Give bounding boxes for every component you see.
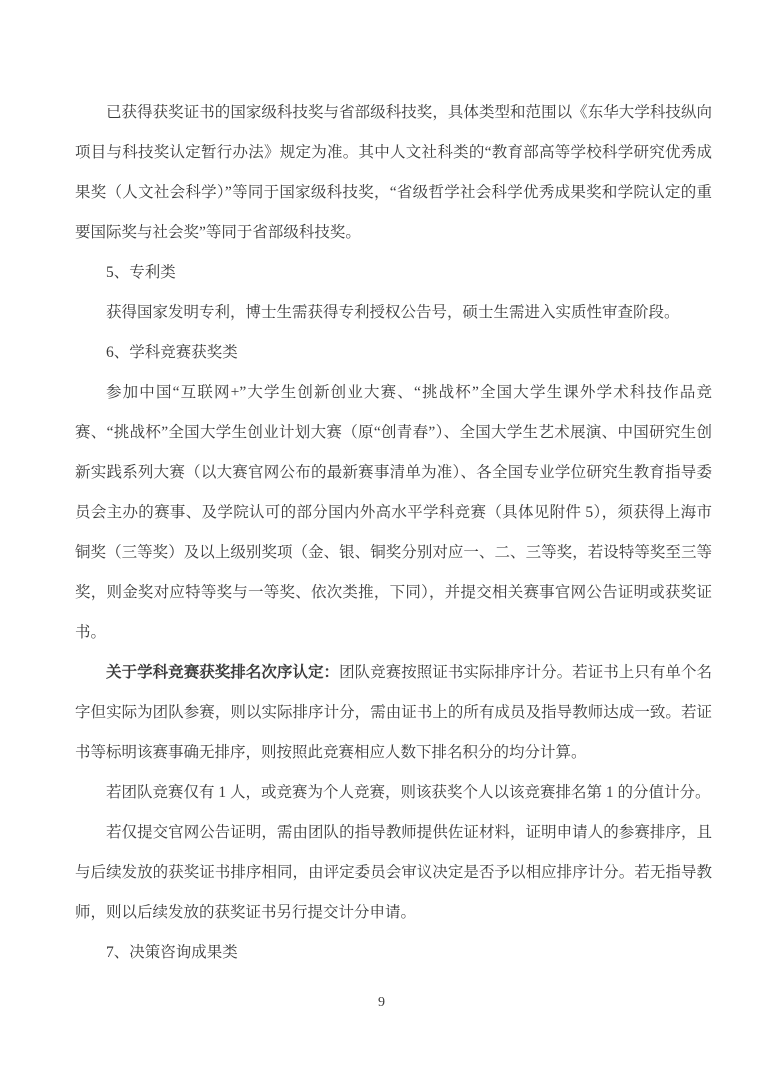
heading-consulting-category: 7、决策咨询成果类 bbox=[106, 944, 238, 961]
paragraph-science-awards: 已获得获奖证书的国家级科技奖与省部级科技奖，具体类型和范围以《东华大学科技纵向项目与科技奖认定暂行办法》规定为准。其中人文社科类的“教育部高等学校科学研究优秀成果奖（人文社会科学）”等同于国家级科技奖，“省级哲学社会科学优秀成果奖和学院认定的重要国际奖与社会奖”等同于省部级科技奖。 bbox=[75, 104, 712, 241]
paragraph-patent: 获得国家发明专利，博士生需获得专利授权公告号，硕士生需进入实质性审查阶段。 bbox=[106, 304, 680, 321]
ranking-rules-bold-lead: 关于学科竞赛获奖排名次序认定： bbox=[106, 664, 340, 681]
ranking-rules-body: 团队竞赛按照证书实际排序计分。若证书上只有单个名字但实际为团队参赛，则以实际排序计分，需由证书上的所有成员及指导教师达成一致。若证书等标明该赛事确无排序，则按照此竞赛相应人数下排名积分的均分计算。 bbox=[75, 664, 712, 761]
heading-patent-category: 5、专利类 bbox=[106, 264, 176, 281]
paragraph-ranking-rules bbox=[75, 653, 712, 773]
paragraph-competitions: 参加中国“互联网+”大学生创新创业大赛、“挑战杯”全国大学生课外学术科技作品竞赛、“挑战杯”全国大学生创业计划大赛（原“创青春”）、全国大学生艺术展演、中国研究生创新实践系列大赛（以大赛官网公布的最新赛事清单为准）、各全国专业学位研究生教育指导委员会主办的赛事、及学院认可的部分国内外高水平学科竞赛（具体见附件 5），须获得上海市铜奖（三等奖）及以上级别奖项（金、银、铜奖分别对应一、二、三等奖，若设特等奖至三等奖，则金奖对应特等奖与一等奖、依次类推，下同），并提交相关赛事官网公告证明或获奖证书。 bbox=[75, 384, 712, 641]
paragraph-individual-competition: 若团队竞赛仅有 1 人，或竞赛为个人竞赛，则该获奖个人以该竞赛排名第 1 的分值计分。 bbox=[106, 784, 711, 801]
paragraph-evidence-requirement: 若仅提交官网公告证明，需由团队的指导教师提供佐证材料，证明申请人的参赛排序，且与后续发放的获奖证书排序相同，由评定委员会审议决定是否予以相应排序计分。若无指导教师，则以后续发放的获奖证书另行提交计分申请。 bbox=[75, 824, 712, 921]
heading-competition-category: 6、学科竞赛获奖类 bbox=[106, 344, 238, 361]
page-number: 9 bbox=[378, 995, 385, 1010]
